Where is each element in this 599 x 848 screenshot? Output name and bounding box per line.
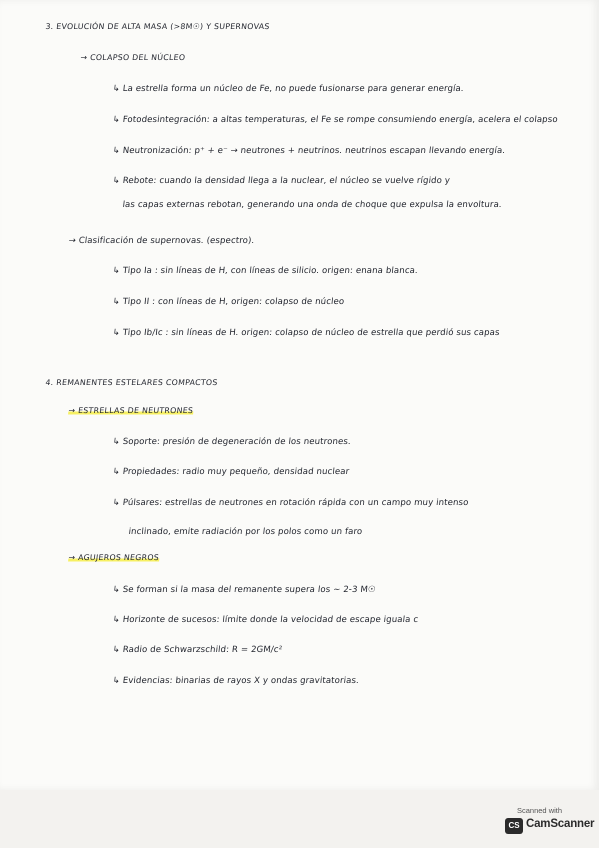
note-line: ↳ Evidencias: binarias de rayos X y ondas gravitatorias. [112, 676, 360, 686]
note-line: ↳ Púlsares: estrellas de neutrones en rotación rápida con un campo muy intenso [112, 498, 469, 508]
note-line: ↳ Rebote: cuando la densidad llega a la nuclear, el núcleo se vuelve rígido y [112, 176, 451, 186]
note-line: ↳ Radio de Schwarzschild: R = 2GM/c² [112, 645, 283, 655]
note-line: ↳ Tipo II : con líneas de H, origen: colapso de núcleo [112, 297, 345, 307]
scanned-with-label: Scanned with [517, 806, 563, 815]
note-line: ↳ Tipo Ib/Ic : sin líneas de H. origen: colapso de núcleo de estrella que perdió sus capas [112, 328, 501, 338]
camscanner-brand: CamScanner [526, 818, 595, 830]
note-line: ↳ La estrella forma un núcleo de Fe, no puede fusionarse para generar energía. [112, 84, 465, 94]
note-line: ↳ Horizonte de sucesos: límite donde la velocidad de escape iguala c [112, 615, 419, 625]
note-line: ↳ Propiedades: radio muy pequeño, densidad nuclear [112, 467, 350, 477]
camscanner-watermark [505, 806, 595, 838]
note-line: ↳ Se forman si la masa del remanente supera los ~ 2-3 M☉ [112, 585, 377, 595]
subheading-neutron-stars: → ESTRELLAS DE NEUTRONES [68, 406, 194, 415]
note-line: ↳ Fotodesintegración: a altas temperaturas, el Fe se rompe consumiendo energía, acelera el colapso [112, 115, 559, 125]
subheading-core-collapse: → COLAPSO DEL NÚCLEO [80, 53, 186, 62]
note-line: ↳ Soporte: presión de degeneración de los neutrones. [112, 437, 352, 447]
note-line: ↳ Neutronización: p⁺ + e⁻ → neutrones + neutrinos. neutrinos escapan llevando energía. [112, 146, 506, 156]
note-line: ↳ Tipo Ia : sin líneas de H, con líneas de silicio. origen: enana blanca. [112, 266, 419, 276]
note-line: inclinado, emite radiación por los polos como un faro [128, 527, 363, 537]
section-3-heading: 3. EVOLUCIÓN DE ALTA MASA (>8M☉) Y SUPERNOVAS [45, 22, 271, 31]
subheading-supernova-classification: → Clasificación de supernovas. (espectro). [68, 236, 255, 246]
camscanner-logo-icon: CS [505, 818, 523, 834]
note-line: las capas externas rebotan, generando una onda de choque que expulsa la envoltura. [122, 200, 503, 210]
section-4-heading: 4. REMANENTES ESTELARES COMPACTOS [45, 378, 219, 387]
subheading-black-holes: → AGUJEROS NEGROS [68, 553, 160, 562]
